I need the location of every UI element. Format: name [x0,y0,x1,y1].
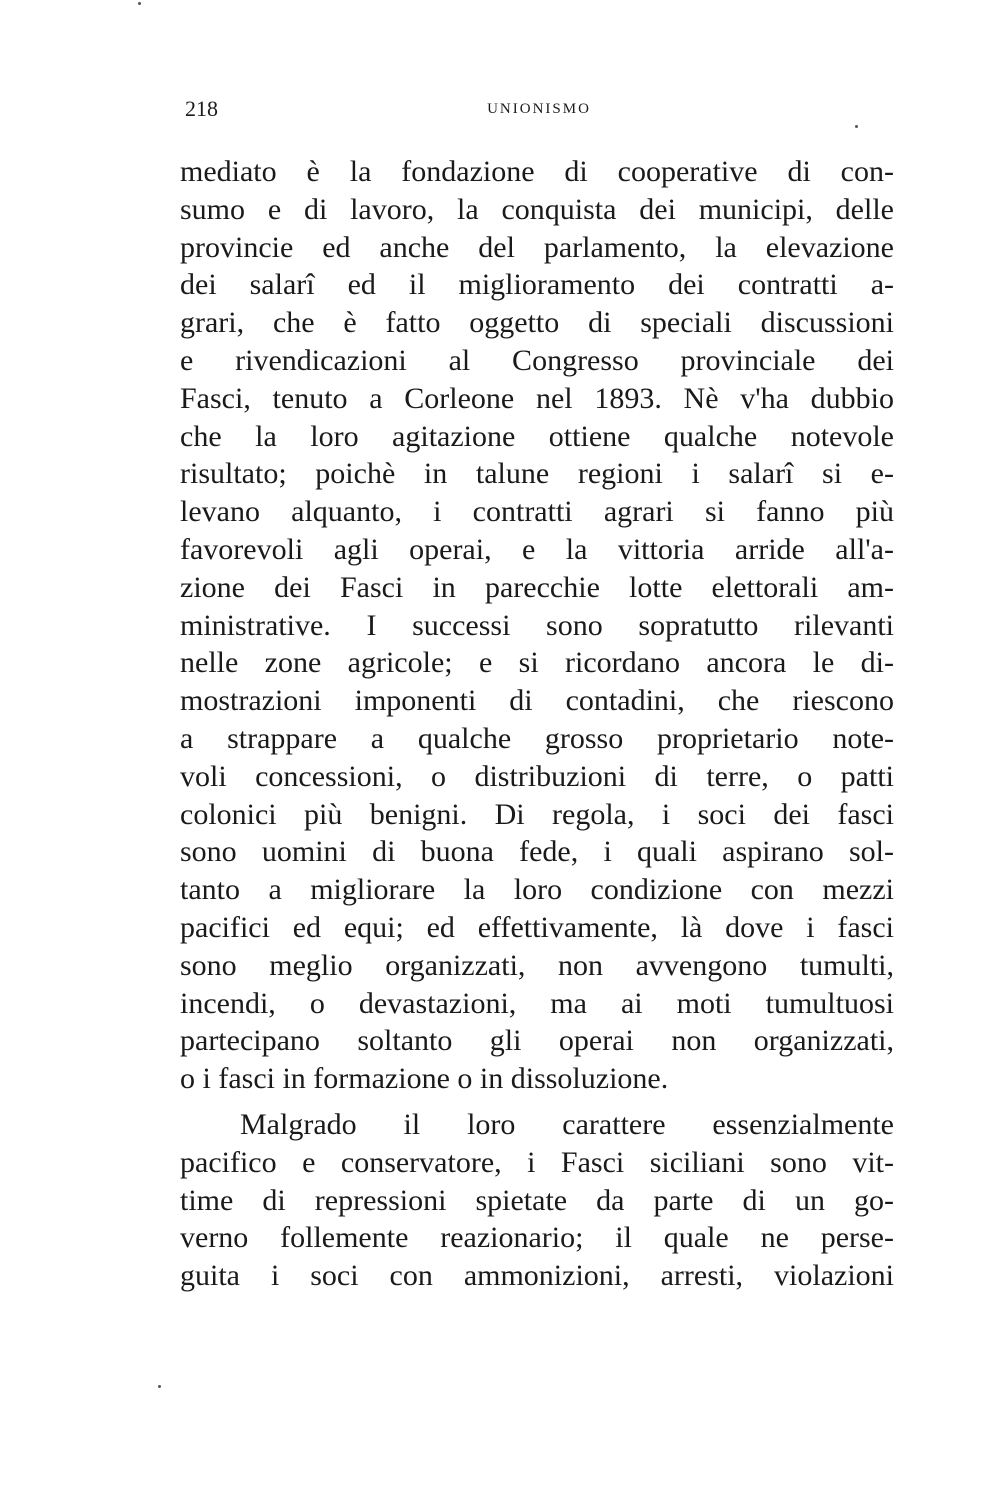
text-line: o i fasci in formazione o in dissoluzione. [180,1062,669,1096]
text-line: e rivendicazioni al Congresso provinciale dei [180,343,894,377]
text-line: dei salarî ed il miglioramento dei contratti a- [180,268,894,302]
text-line: levano alquanto, i contratti agrari si fanno più [180,495,894,529]
text-line: favorevoli agli operai, e la vittoria arride all'a- [180,532,894,566]
text-line: a strappare a qualche grosso proprietario note- [180,721,894,755]
text-line: Malgrado il loro carattere essenzialmente [240,1107,894,1141]
text-line: tanto a migliorare la loro condizione con mezzi [180,873,894,907]
text-line: grari, che è fatto oggetto di speciali discussioni [180,306,894,340]
text-line: nelle zone agricole; e si ricordano ancora le di- [180,646,894,680]
text-line: partecipano soltanto gli operai non organizzati, [180,1024,894,1058]
text-line: sono meglio organizzati, non avvengono tumulti, [180,948,894,982]
text-line: voli concessioni, o distribuzioni di terre, o patti [180,759,894,793]
text-line: ministrative. I successi sono sopratutto rilevanti [180,608,894,642]
text-line: verno follemente reazionario; il quale ne perse- [180,1221,894,1255]
body-text [180,153,894,1295]
paragraph-2 [180,1106,894,1295]
print-speck [158,1385,161,1388]
text-line: mostrazioni imponenti di contadini, che riescono [180,684,894,718]
text-line: time di repressioni spietate da parte di un go- [180,1183,894,1217]
text-line: pacifici ed equi; ed effettivamente, là dove i fasci [180,910,894,944]
text-line: sono uomini di buona fede, i quali aspirano sol- [180,835,894,869]
paragraph-1 [180,153,894,1098]
text-line: pacifico e conservatore, i Fasci siciliani sono vit- [180,1145,894,1179]
text-line: risultato; poichè in talune regioni i salarî si e- [180,457,894,491]
text-line: incendi, o devastazioni, ma ai moti tumultuosi [180,986,894,1020]
running-head [185,94,893,124]
section-title: UNIONISMO [487,101,591,117]
paragraph-gap [180,1098,894,1106]
page-number: 218 [185,96,218,121]
text-line: mediato è la fondazione di cooperative di con- [180,155,894,188]
text-line: provincie ed anche del parlamento, la elevazione [180,230,894,264]
text-line: zione dei Fasci in parecchie lotte elettorali am- [180,570,894,604]
text-line: Fasci, tenuto a Corleone nel 1893. Nè v'ha dubbio [180,381,894,415]
text-line: colonici più benigni. Di regola, i soci dei fasci [180,797,894,831]
text-line: che la loro agitazione ottiene qualche notevole [180,419,894,453]
print-speck [138,2,141,5]
text-line: sumo e di lavoro, la conquista dei municipi, delle [180,192,894,226]
print-speck [855,125,858,128]
text-line: guita i soci con ammonizioni, arresti, violazioni [180,1259,894,1293]
